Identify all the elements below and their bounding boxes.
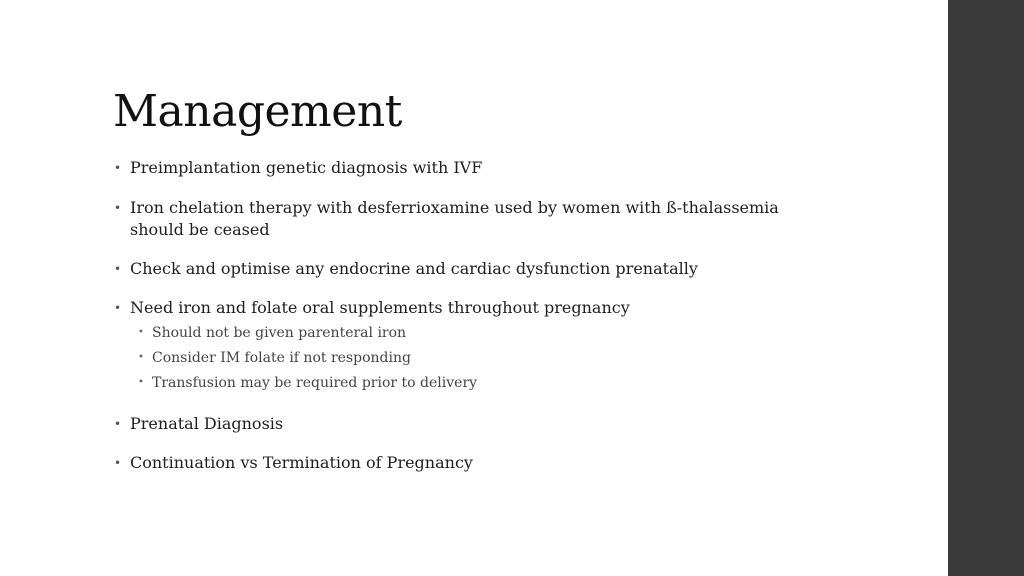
- sub-bullet-item: [130, 371, 794, 396]
- bullet-item: [114, 413, 794, 435]
- sub-bullet-item: [130, 346, 794, 371]
- bullet-dot-icon: •: [114, 201, 122, 215]
- bullet-item: [114, 452, 794, 474]
- bullet-text: Prenatal Diagnosis: [130, 414, 284, 433]
- sub-bullet-dot-icon: •: [138, 327, 144, 338]
- sub-bullet-list: [130, 321, 794, 396]
- bullet-text: Check and optimise any endocrine and cardiac dysfunction prenatally: [130, 259, 698, 278]
- sub-bullet-text: Transfusion may be required prior to delivery: [152, 375, 478, 391]
- bullet-item: [114, 157, 794, 179]
- bullet-dot-icon: •: [114, 161, 122, 175]
- slide-title: Management: [113, 86, 402, 137]
- bullet-text: Iron chelation therapy with desferrioxamine used by women with ß-thalassemia should be ceased: [130, 198, 779, 239]
- side-bar: [948, 0, 1024, 576]
- sub-bullet-text: Consider IM folate if not responding: [152, 350, 411, 366]
- bullet-dot-icon: •: [114, 262, 122, 276]
- sub-bullet-text: Should not be given parenteral iron: [152, 325, 407, 341]
- bullet-text: Need iron and folate oral supplements throughout pregnancy: [130, 298, 630, 317]
- bullet-dot-icon: •: [114, 417, 122, 431]
- sub-bullet-item: [130, 321, 794, 346]
- bullet-dot-icon: •: [114, 456, 122, 470]
- sub-bullet-dot-icon: •: [138, 352, 144, 363]
- bullet-text: Continuation vs Termination of Pregnancy: [130, 453, 473, 472]
- bullet-list: [114, 157, 794, 474]
- bullet-item: [114, 197, 794, 241]
- bullet-item: [114, 297, 794, 396]
- sub-bullet-dot-icon: •: [138, 377, 144, 388]
- bullet-text: Preimplantation genetic diagnosis with IVF: [130, 158, 483, 177]
- bullet-dot-icon: •: [114, 301, 122, 315]
- bullet-item: [114, 258, 794, 280]
